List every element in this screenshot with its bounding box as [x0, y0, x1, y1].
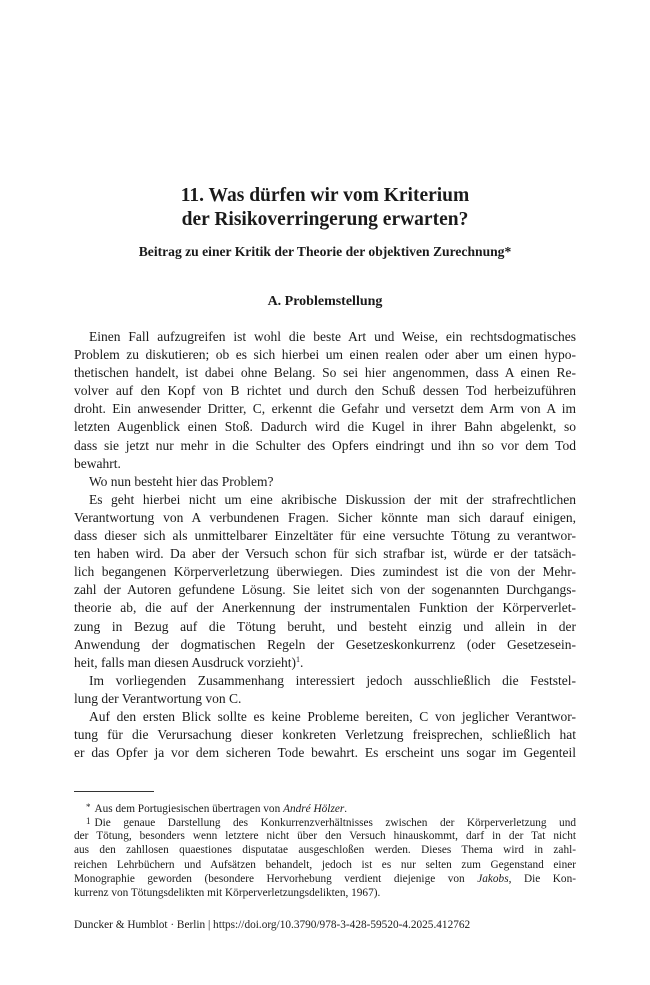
- body-line: ten haben wird. Da aber der Versuch schon für sich strafbar ist, würde er der tatsäch-: [74, 546, 576, 562]
- body-line: droht. Ein anwesender Dritter, C, erkennt die Gefahr und versetzt dem Arm von A im: [74, 401, 576, 417]
- body-text: [74, 328, 576, 762]
- body-line: dass sie jetzt nur mehr in die Schulter des Opfers eindringt und ihn so vor dem Tod: [74, 437, 576, 453]
- footnote-1-text: Die genaue Darstellung des Konkurrenzverhältnisses zwischen der Körperverletzung und: [94, 817, 576, 830]
- footnote-1-line: der Tötung, besonders wenn letztere nicht über den Versuch hinauskommt, darf in der Tat nicht: [74, 829, 576, 842]
- body-line: Es geht hierbei nicht um eine akribische Diskussion der mit der strafrechtlichen: [89, 491, 576, 507]
- footnote-1-mark: 1: [86, 816, 91, 827]
- footnote-ref[interactable]: 1: [295, 654, 300, 664]
- body-line: zung in Bezug auf die Tötung beruht, und besteht einzig und allein in der: [74, 618, 576, 634]
- footnote-translator: André Hölzer: [283, 803, 345, 815]
- footnote-star-mark: *: [86, 802, 91, 812]
- body-line: er das Opfer ja vor dem sicheren Tode bewahrt. Es erscheint uns sogar im Gegenteil: [74, 745, 576, 761]
- body-line: Im vorliegenden Zusammenhang interessiert jedoch ausschließlich die Feststel-: [89, 672, 576, 688]
- body-line: lung der Verantwortung von C.: [74, 690, 242, 706]
- body-line: volver auf den Kopf von B richtet und durch den Schuß dessen Tod herbeizuführen: [74, 383, 576, 399]
- chapter-title-line-1: 11. Was dürfen wir vom Kriterium: [180, 185, 470, 206]
- footnote-1-line: [74, 814, 576, 828]
- footnotes: [74, 800, 576, 901]
- footnote-star-end: .: [344, 803, 348, 815]
- chapter-title-line-2: der Risikoverringerung erwarten?: [181, 209, 469, 230]
- body-line: tung für die Verursachung dieser konkreten Verletzung freisprechen, schließlich hat: [74, 727, 576, 743]
- publisher-footer: Duncker & Humblot · Berlin | https://doi.org/10.3790/978-3-428-59520-4.2025.412762: [74, 919, 471, 931]
- body-line: Auf den ersten Blick sollte es keine Probleme bereiten, C von jeglicher Verantwor-: [89, 708, 576, 724]
- footnote-1-line5-end: , Die Kon-: [508, 872, 576, 885]
- body-line: letzten Augenblick einen Stoß. Dadurch wird die Kugel in ihrer Bahn abgelenkt, so: [74, 419, 576, 435]
- body-line: dass dieser sich als unmittelbarer Einzeltäter für eine versuchte Tötung zu verantwor-: [74, 528, 576, 544]
- body-line: zahl der Autoren gefundene Lösung. Sie leitet sich von der sogenannten Durchgangs-: [74, 582, 576, 598]
- footnote-1-line: [74, 872, 576, 886]
- footnote-1-line5-start: Monographie geworden (besondere Hervorhebung verdient diejenige von: [74, 872, 478, 885]
- body-line: lich begangenen Körperverletzung überwiegen. Dies zumindest ist die von der Mehr-: [74, 564, 576, 580]
- footnote-star: [74, 800, 576, 814]
- body-line: Problem zu diskutieren; ob es sich hierbei um einen realen oder aber um einen hypo-: [74, 347, 576, 363]
- body-line: Anwendung der dogmatischen Regeln der Gesetzeskonkurrenz (oder Gesetzesein-: [74, 636, 576, 652]
- body-line: Verantwortung von A verbundenen Fragen. Sicher könnte man sich darauf einigen,: [74, 509, 576, 525]
- chapter-title: [0, 184, 650, 232]
- body-line: Wo nun besteht hier das Problem?: [89, 473, 274, 489]
- body-line-end: .: [299, 654, 304, 670]
- footnote-1-line: kurrenz von Tötungsdelikten mit Körperverletzungsdelikten, 1967).: [74, 887, 381, 900]
- footnote-divider: [74, 791, 154, 792]
- chapter-subtitle: Beitrag zu einer Kritik der Theorie der objektiven Zurechnung*: [138, 244, 512, 259]
- footnote-star-text: Aus dem Portugiesischen übertragen von: [94, 803, 284, 815]
- footnote-1-author: Jakobs: [477, 872, 509, 885]
- section-heading: A. Problemstellung: [267, 294, 383, 309]
- body-line: [74, 654, 576, 672]
- body-line: bewahrt.: [74, 455, 121, 471]
- body-line: theorie ab, die auf der Anerkennung der instrumentalen Funktion der Körperverlet-: [74, 600, 576, 616]
- body-line: thetischen handelt, ist dabei ohne Belang. So sei hier angenommen, dass A einen Re-: [74, 365, 576, 381]
- footnote-1-line: aus den zahllosen quaestiones disputatae ausgeschloßen werden. Dieses Thema wird in zahl-: [74, 844, 576, 857]
- footnote-1-line: reichen Lehrbüchern und Aufsätzen behandelt, jedoch ist es nur selten zum Gegenstand einer: [74, 858, 576, 871]
- body-line-text: heit, falls man diesen Ausdruck vorzieht): [74, 654, 296, 670]
- body-line: Einen Fall aufzugreifen ist wohl die beste Art und Weise, ein rechtsdogmatisches: [89, 329, 576, 344]
